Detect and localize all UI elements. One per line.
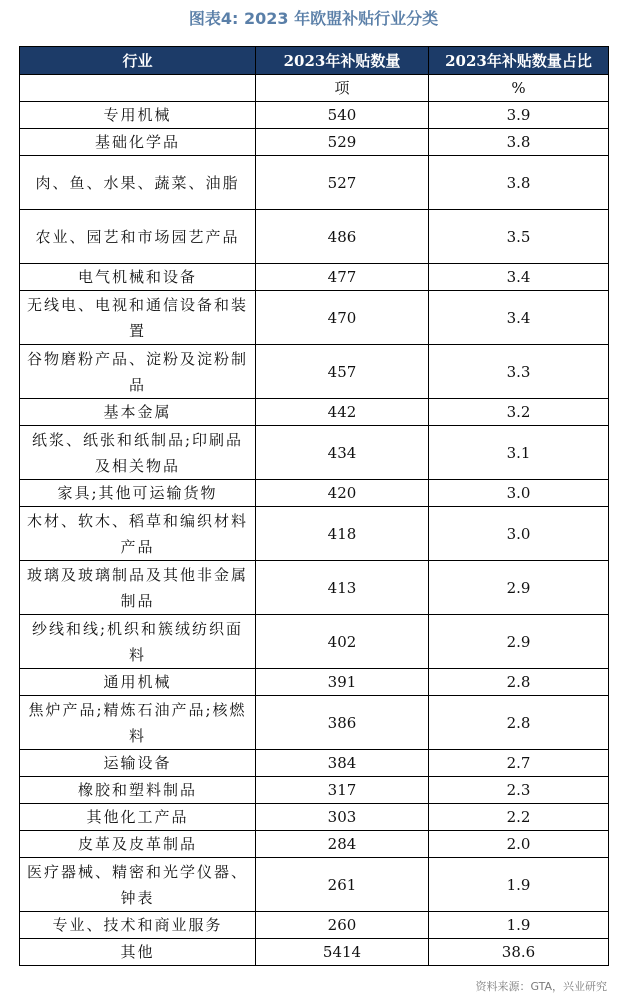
industry-cell: 运输设备 — [20, 750, 256, 777]
header-count: 2023年补贴数量 — [256, 47, 429, 75]
share-cell: 3.5 — [429, 210, 609, 264]
table-row — [20, 939, 609, 966]
source-note: 资料来源：GTA，兴业研究 — [475, 980, 607, 993]
industry-cell: 通用机械 — [20, 669, 256, 696]
share-cell: 2.9 — [429, 615, 609, 669]
units-row — [20, 75, 609, 102]
share-cell: 3.8 — [429, 129, 609, 156]
subsidy-table — [19, 46, 609, 966]
share-cell: 2.8 — [429, 696, 609, 750]
industry-cell: 橡胶和塑料制品 — [20, 777, 256, 804]
industry-cell: 农业、园艺和市场园艺产品 — [20, 210, 256, 264]
share-cell: 3.8 — [429, 156, 609, 210]
count-cell: 386 — [256, 696, 429, 750]
industry-cell: 专业、技术和商业服务 — [20, 912, 256, 939]
industry-cell: 玻璃及玻璃制品及其他非金属制品 — [20, 561, 256, 615]
industry-cell: 医疗器械、精密和光学仪器、钟表 — [20, 858, 256, 912]
count-cell: 442 — [256, 399, 429, 426]
share-cell: 38.6 — [429, 939, 609, 966]
count-cell: 303 — [256, 804, 429, 831]
header-industry: 行业 — [20, 47, 256, 75]
count-cell: 529 — [256, 129, 429, 156]
industry-cell: 无线电、电视和通信设备和装置 — [20, 291, 256, 345]
count-cell: 420 — [256, 480, 429, 507]
table-row — [20, 750, 609, 777]
share-cell: 2.9 — [429, 561, 609, 615]
share-cell: 3.9 — [429, 102, 609, 129]
industry-cell: 基础化学品 — [20, 129, 256, 156]
count-cell: 486 — [256, 210, 429, 264]
share-cell: 1.9 — [429, 858, 609, 912]
table-row — [20, 291, 609, 345]
industry-cell: 其他 — [20, 939, 256, 966]
table-row — [20, 264, 609, 291]
table-row — [20, 480, 609, 507]
industry-cell: 谷物磨粉产品、淀粉及淀粉制品 — [20, 345, 256, 399]
table-row — [20, 345, 609, 399]
table-row — [20, 426, 609, 480]
count-cell: 470 — [256, 291, 429, 345]
header-row — [20, 47, 609, 75]
table-row — [20, 777, 609, 804]
count-cell: 540 — [256, 102, 429, 129]
table-row — [20, 615, 609, 669]
industry-cell: 焦炉产品;精炼石油产品;核燃料 — [20, 696, 256, 750]
table-row — [20, 210, 609, 264]
table-row — [20, 156, 609, 210]
count-cell: 317 — [256, 777, 429, 804]
count-cell: 5414 — [256, 939, 429, 966]
count-cell: 391 — [256, 669, 429, 696]
share-cell: 2.8 — [429, 669, 609, 696]
industry-cell: 肉、鱼、水果、蔬菜、油脂 — [20, 156, 256, 210]
table-row — [20, 399, 609, 426]
share-cell: 2.7 — [429, 750, 609, 777]
unit-share: % — [429, 75, 609, 102]
count-cell: 402 — [256, 615, 429, 669]
count-cell: 527 — [256, 156, 429, 210]
industry-cell: 专用机械 — [20, 102, 256, 129]
table-row — [20, 696, 609, 750]
share-cell: 3.1 — [429, 426, 609, 480]
table-row — [20, 129, 609, 156]
share-cell: 1.9 — [429, 912, 609, 939]
industry-cell: 皮革及皮革制品 — [20, 831, 256, 858]
header-share: 2023年补贴数量占比 — [429, 47, 609, 75]
industry-cell: 家具;其他可运输货物 — [20, 480, 256, 507]
table-row — [20, 912, 609, 939]
share-cell: 2.2 — [429, 804, 609, 831]
count-cell: 413 — [256, 561, 429, 615]
table-row — [20, 831, 609, 858]
industry-cell: 纸浆、纸张和纸制品;印刷品及相关物品 — [20, 426, 256, 480]
count-cell: 260 — [256, 912, 429, 939]
count-cell: 384 — [256, 750, 429, 777]
industry-cell: 其他化工产品 — [20, 804, 256, 831]
count-cell: 418 — [256, 507, 429, 561]
share-cell: 3.2 — [429, 399, 609, 426]
unit-industry — [20, 75, 256, 102]
share-cell: 3.0 — [429, 507, 609, 561]
share-cell: 3.0 — [429, 480, 609, 507]
industry-cell: 木材、软木、稻草和编织材料产品 — [20, 507, 256, 561]
unit-count: 项 — [256, 75, 429, 102]
industry-cell: 基本金属 — [20, 399, 256, 426]
table-row — [20, 804, 609, 831]
share-cell: 2.0 — [429, 831, 609, 858]
count-cell: 284 — [256, 831, 429, 858]
count-cell: 457 — [256, 345, 429, 399]
share-cell: 3.4 — [429, 264, 609, 291]
share-cell: 3.3 — [429, 345, 609, 399]
table-row — [20, 669, 609, 696]
share-cell: 2.3 — [429, 777, 609, 804]
count-cell: 477 — [256, 264, 429, 291]
count-cell: 261 — [256, 858, 429, 912]
share-cell: 3.4 — [429, 291, 609, 345]
table-row — [20, 507, 609, 561]
industry-cell: 电气机械和设备 — [20, 264, 256, 291]
table-row — [20, 561, 609, 615]
table-title: 图表4: 2023 年欧盟补贴行业分类 — [188, 9, 439, 28]
industry-cell: 纱线和线;机织和簇绒纺织面料 — [20, 615, 256, 669]
table-row — [20, 102, 609, 129]
count-cell: 434 — [256, 426, 429, 480]
table-row — [20, 858, 609, 912]
